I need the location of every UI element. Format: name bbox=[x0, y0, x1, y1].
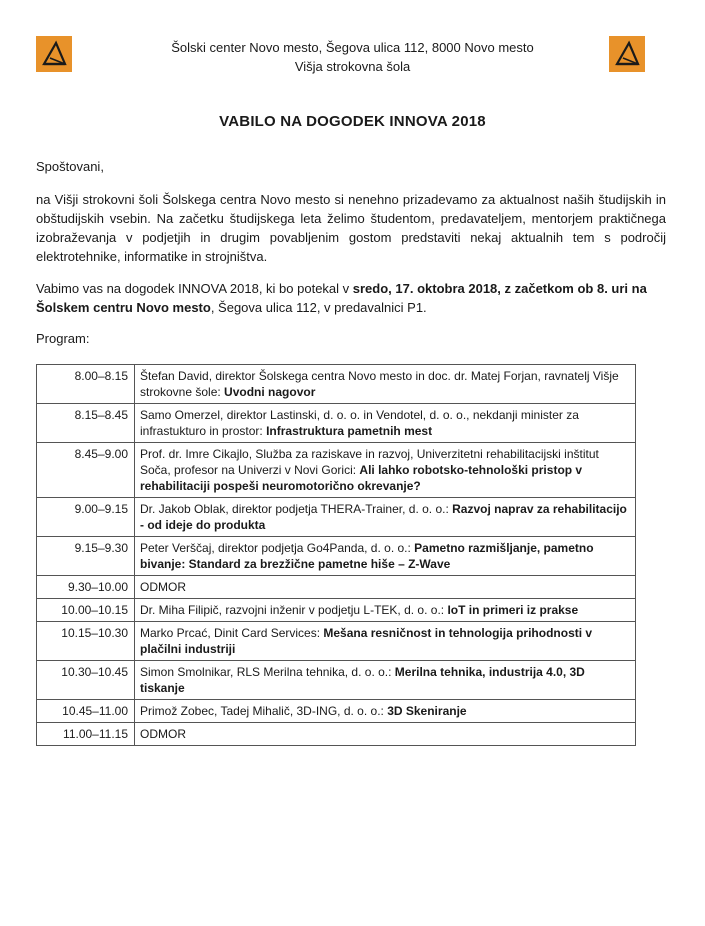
program-table bbox=[36, 364, 636, 746]
program-speaker: Marko Prcać, Dinit Card Services: bbox=[140, 626, 324, 640]
program-speaker: Peter Verščaj, direktor podjetja Go4Panda, d. o. o.: bbox=[140, 541, 415, 555]
program-topic: IoT in primeri iz prakse bbox=[447, 603, 579, 617]
invitation-text-part-1: Vabimo vas na dogodek INNOVA 2018, ki bo potekal v bbox=[36, 281, 353, 296]
program-topic: Razvoj naprav za rehabilitacijo - od ideje do produkta bbox=[140, 502, 627, 532]
program-row bbox=[37, 661, 636, 700]
program-description bbox=[135, 404, 636, 443]
program-speaker: Štefan David, direktor Šolskega centra Novo mesto in doc. dr. Matej Forjan, ravnatelj Višje strokovne šole: bbox=[140, 369, 619, 399]
program-description bbox=[135, 700, 636, 723]
program-time: 10.45–11.00 bbox=[37, 700, 135, 723]
program-row bbox=[37, 700, 636, 723]
program-description bbox=[135, 537, 636, 576]
program-row bbox=[37, 365, 636, 404]
program-time: 8.15–8.45 bbox=[37, 404, 135, 443]
program-time: 9.15–9.30 bbox=[37, 537, 135, 576]
program-topic: 3D Skeniranje bbox=[387, 704, 467, 718]
program-row bbox=[37, 498, 636, 537]
program-topic: Mešana resničnost in tehnologija prihodnosti v plačilni industriji bbox=[140, 626, 593, 656]
invitation-date-location: sredo, 17. oktobra 2018, z začetkom ob 8. uri na Šolskem centru Novo mesto bbox=[36, 281, 647, 315]
program-speaker: Prof. dr. Imre Cikajlo, Služba za raziskave in razvoj, Univerzitetni rehabilitacijski inštitut Soča, profesor na Univerzi v Novi Gorici: bbox=[140, 447, 599, 477]
intro-paragraph: na Višji strokovni šoli Šolskega centra Novo mesto si nenehno prizadevamo za aktualnost naših študijskih in obštudijskih vsebin. Na začetku študijskega leta želimo študentom, predavateljem, mentorjem praktičnega izobraževanja v podjetjih in drugim povabljenim gostom predstaviti nekaj aktualnih tem s področij elektrotehnike, informatike in strojništva. bbox=[36, 192, 666, 264]
greeting: Spoštovani, bbox=[36, 159, 104, 174]
program-row bbox=[37, 599, 636, 622]
program-row bbox=[37, 723, 636, 746]
program-row bbox=[37, 576, 636, 599]
program-time: 10.00–10.15 bbox=[37, 599, 135, 622]
program-speaker: Primož Zobec, Tadej Mihalič, 3D-ING, d. o. o.: bbox=[140, 704, 388, 718]
school-logo-icon bbox=[609, 36, 645, 72]
program-description bbox=[135, 365, 636, 404]
program-row bbox=[37, 443, 636, 498]
program-description bbox=[135, 443, 636, 498]
program-topic: Uvodni nagovor bbox=[224, 385, 316, 399]
program-topic: Pametno razmišljanje, pametno bivanje: Standard za brezžične pametne hiše – Z-Wave bbox=[140, 541, 594, 571]
program-time: 10.15–10.30 bbox=[37, 622, 135, 661]
program-row bbox=[37, 622, 636, 661]
letterhead-line-2: Višja strokovna šola bbox=[294, 59, 411, 74]
program-topic: ODMOR bbox=[140, 580, 186, 594]
program-time: 9.00–9.15 bbox=[37, 498, 135, 537]
program-label: Program: bbox=[36, 331, 90, 346]
program-time: 9.30–10.00 bbox=[37, 576, 135, 599]
program-topic: ODMOR bbox=[140, 727, 186, 741]
program-description bbox=[135, 498, 636, 537]
invitation-text-part-3: , Šegova ulica 112, v predavalnici P1. bbox=[210, 300, 427, 315]
program-topic: Merilna tehnika, industrija 4.0, 3D tiskanje bbox=[140, 665, 585, 695]
invitation-paragraph bbox=[36, 279, 666, 317]
letterhead bbox=[120, 38, 585, 76]
program-time: 8.45–9.00 bbox=[37, 443, 135, 498]
program-speaker: Dr. Miha Filipič, razvojni inženir v podjetju L-TEK, d. o. o.: bbox=[140, 603, 448, 617]
program-description bbox=[135, 622, 636, 661]
program-topic: Ali lahko robotsko-tehnološki pristop v rehabilitaciji pospeši neuromotorično okrevanje? bbox=[140, 463, 583, 493]
program-row bbox=[37, 404, 636, 443]
program-time: 8.00–8.15 bbox=[37, 365, 135, 404]
program-row bbox=[37, 537, 636, 576]
program-description bbox=[135, 723, 636, 746]
program-description bbox=[135, 576, 636, 599]
letterhead-line-1: Šolski center Novo mesto, Šegova ulica 112, 8000 Novo mesto bbox=[171, 40, 534, 55]
program-topic: Infrastruktura pametnih mest bbox=[266, 424, 433, 438]
document-title: VABILO NA DOGODEK INNOVA 2018 bbox=[219, 113, 486, 130]
program-description bbox=[135, 599, 636, 622]
program-speaker: Samo Omerzel, direktor Lastinski, d. o. o. in Vendotel, d. o. o., nekdanji minister za infrastukturo in prostor: bbox=[140, 408, 579, 438]
program-description bbox=[135, 661, 636, 700]
program-speaker: Simon Smolnikar, RLS Merilna tehnika, d. o. o.: bbox=[140, 665, 395, 679]
program-time: 11.00–11.15 bbox=[37, 723, 135, 746]
program-time: 10.30–10.45 bbox=[37, 661, 135, 700]
program-speaker: Dr. Jakob Oblak, direktor podjetja THERA-Trainer, d. o. o.: bbox=[140, 502, 453, 516]
school-logo-icon bbox=[36, 36, 72, 72]
